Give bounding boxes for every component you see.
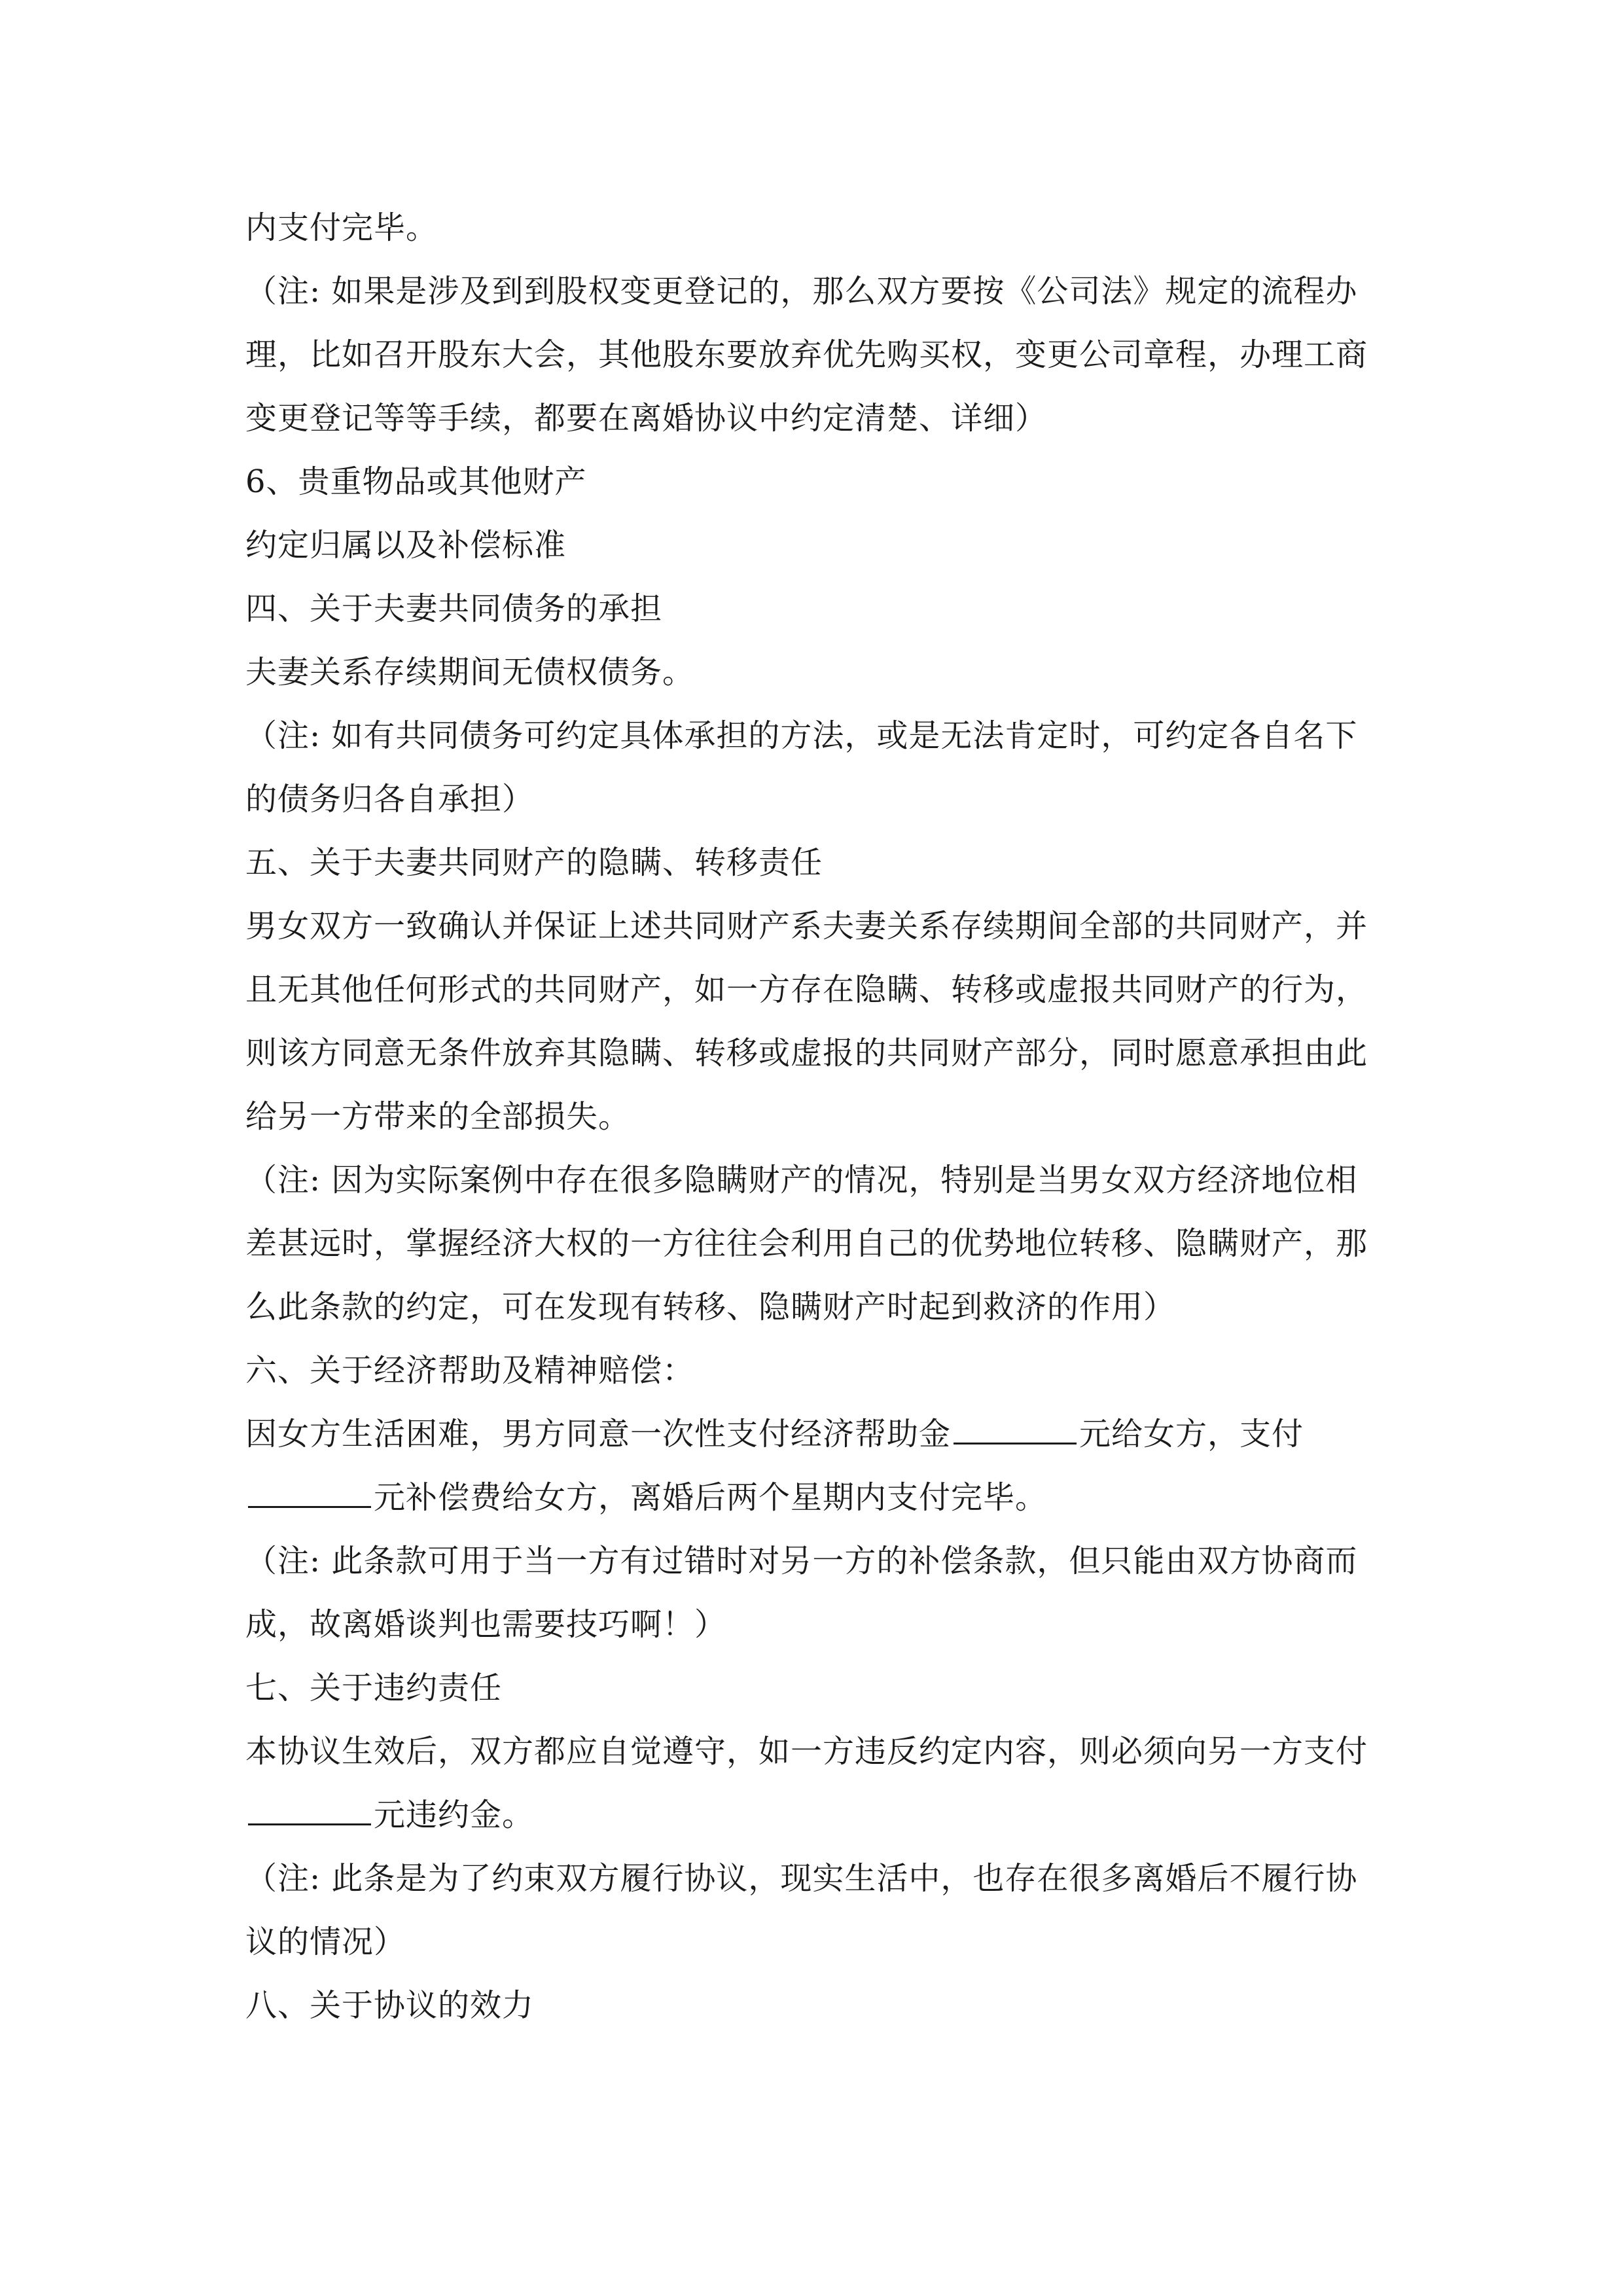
- fill-in-blank: [954, 1403, 1077, 1444]
- text-line: 本协议生效后，双方都应自觉遵守，如一方违反约定内容，则必须向另一方支付: [245, 1733, 1368, 1770]
- text-line: 男女双方一致确认并保证上述共同财产系夫妻关系存续期间全部的共同财产，并: [245, 908, 1368, 944]
- note-line: 成，故离婚谈判也需要技巧啊！）: [245, 1606, 727, 1643]
- note-line: 么此条款的约定，可在发现有转移、隐瞒财产时起到救济的作用）: [245, 1289, 1176, 1325]
- section-heading: 五、关于夫妻共同财产的隐瞒、转移责任: [245, 844, 823, 881]
- fill-in-blank: [248, 1784, 371, 1825]
- line-text: 元补偿费给女方，离婚后两个星期内支付完毕。: [374, 1479, 1048, 1516]
- note-line: 议的情况）: [245, 1924, 406, 1960]
- section-heading: 四、关于夫妻共同债务的承担: [245, 590, 663, 627]
- item-heading: 6、贵重物品或其他财产: [245, 463, 587, 500]
- note-line: （注: 因为实际案例中存在很多隐瞒财产的情况，特别是当男女双方经济地位相: [245, 1162, 1358, 1198]
- note-line: （注: 此条是为了约束双方履行协议，现实生活中，也存在很多离婚后不履行协: [245, 1860, 1358, 1897]
- note-line: （注: 如有共同债务可约定具体承担的方法，或是无法肯定时，可约定各自名下: [245, 717, 1358, 754]
- line-text: 元给女方，支付: [1079, 1416, 1304, 1452]
- note-line: 变更登记等等手续，都要在离婚协议中约定清楚、详细）: [245, 400, 1048, 437]
- text-line: 且无其他任何形式的共同财产，如一方存在隐瞒、转移或虚报共同财产的行为，: [245, 971, 1368, 1008]
- text-line-with-blank: [245, 1403, 1381, 1466]
- note-line: （注: 此条款可用于当一方有过错时对另一方的补偿条款，但只能由双方协商而: [245, 1543, 1358, 1579]
- note-line: 的债务归各自承担）: [245, 781, 535, 817]
- fill-in-blank: [248, 1467, 371, 1508]
- line-text: 元违约金。: [374, 1797, 535, 1833]
- line-text: 因女方生活困难，男方同意一次性支付经济帮助金: [245, 1416, 952, 1452]
- section-heading: 七、关于违约责任: [245, 1670, 503, 1706]
- text-line: 内支付完毕。: [245, 209, 438, 246]
- note-line: 差甚远时，掌握经济大权的一方往往会利用自己的优势地位转移、隐瞒财产，那: [245, 1225, 1368, 1262]
- section-heading: 六、关于经济帮助及精神赔偿：: [245, 1352, 695, 1389]
- text-line: 给另一方带来的全部损失。: [245, 1098, 631, 1135]
- text-line-with-blank: [245, 1466, 1381, 1530]
- section-heading: 八、关于协议的效力: [245, 1987, 535, 2024]
- text-line-with-blank: [245, 1784, 1381, 1847]
- text-line: 则该方同意无条件放弃其隐瞒、转移或虚报的共同财产部分，同时愿意承担由此: [245, 1035, 1368, 1071]
- text-line: 夫妻关系存续期间无债权债务。: [245, 654, 695, 691]
- text-line: 约定归属以及补偿标准: [245, 527, 567, 564]
- note-line: （注: 如果是涉及到到股权变更登记的，那么双方要按《公司法》规定的流程办: [245, 273, 1358, 310]
- document-body: [245, 196, 1381, 2037]
- note-line: 理，比如召开股东大会，其他股东要放弃优先购买权，变更公司章程，办理工商: [245, 336, 1368, 373]
